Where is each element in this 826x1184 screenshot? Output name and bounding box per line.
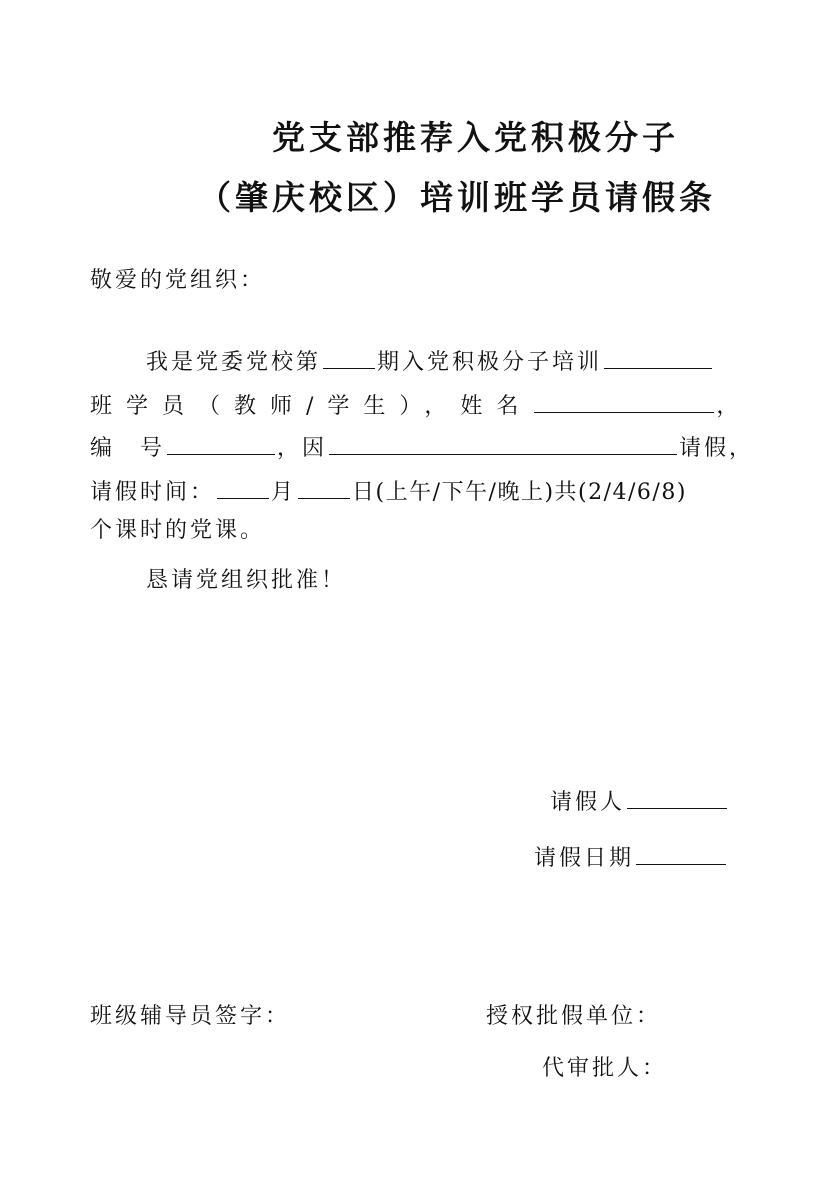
body-text: 请假， bbox=[679, 436, 755, 461]
counselor-signature-label: 班级辅导员签字： bbox=[90, 1004, 291, 1029]
page-title-line2: （肇庆校区）培训班学员请假条 bbox=[198, 178, 716, 217]
body-text: 月 bbox=[271, 480, 297, 505]
body-line-3 bbox=[90, 432, 754, 464]
date-field[interactable] bbox=[636, 842, 726, 865]
id-number-field[interactable] bbox=[167, 432, 275, 455]
approval-unit-label: 授权批假单位： bbox=[486, 1004, 662, 1029]
day-field[interactable] bbox=[298, 476, 350, 499]
body-text: 我是党委党校第 bbox=[146, 350, 322, 375]
body-text: 请假时间： bbox=[90, 480, 216, 505]
page-title-line1: 党支部推荐入党积极分子 bbox=[272, 118, 679, 157]
session-number-field[interactable] bbox=[323, 346, 375, 369]
body-line-5: 个课时的党课。 bbox=[90, 518, 266, 543]
applicant-signature-line bbox=[550, 786, 729, 818]
salutation: 敬爱的党组织： bbox=[90, 268, 266, 293]
body-line-2 bbox=[90, 390, 741, 422]
date-signature-line bbox=[534, 842, 728, 874]
body-line-1 bbox=[146, 346, 714, 378]
body-text: 编 号 bbox=[90, 436, 166, 461]
body-line-4 bbox=[90, 476, 687, 508]
body-text: 班学员（教师/学生），姓名 bbox=[90, 394, 533, 419]
body-text: 日(上午/下午/晚上)共(2/4/6/8) bbox=[352, 480, 687, 505]
date-label: 请假日期 bbox=[534, 846, 635, 871]
body-text: ， bbox=[716, 394, 742, 419]
reason-field[interactable] bbox=[329, 432, 677, 455]
class-field[interactable] bbox=[604, 346, 712, 369]
applicant-field[interactable] bbox=[627, 786, 727, 809]
body-text: ，因 bbox=[277, 436, 328, 461]
name-field[interactable] bbox=[534, 390, 714, 413]
applicant-label: 请假人 bbox=[550, 790, 626, 815]
approver-label: 代审批人： bbox=[542, 1056, 668, 1081]
request-line: 恳请党组织批准！ bbox=[146, 568, 347, 593]
month-field[interactable] bbox=[217, 476, 269, 499]
body-text: 期入党积极分子培训 bbox=[377, 350, 603, 375]
